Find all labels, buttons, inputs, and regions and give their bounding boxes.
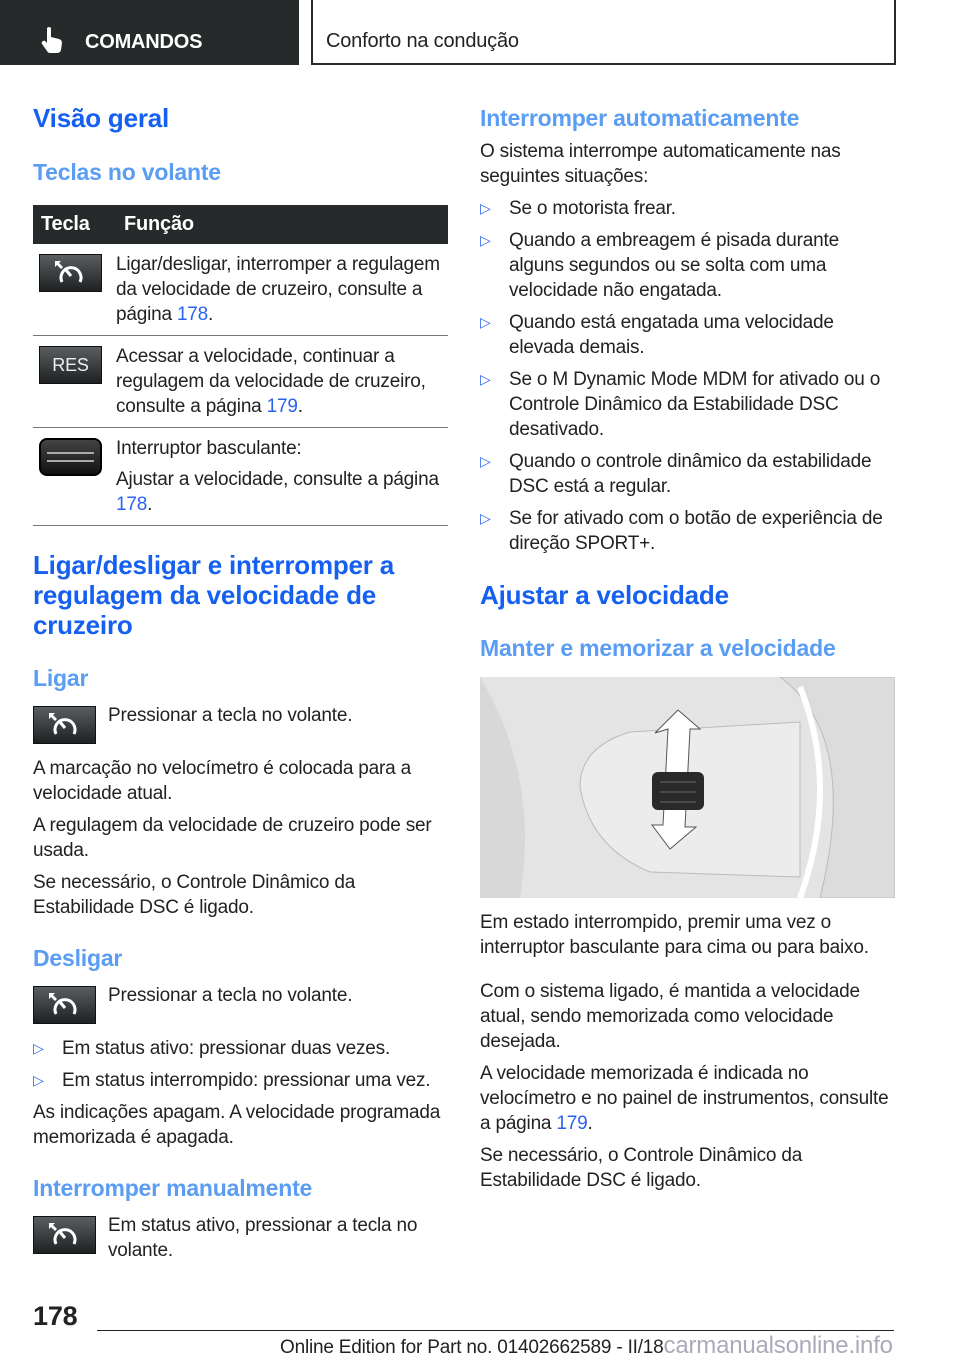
hand-pointer-icon — [40, 26, 64, 54]
desligar-instruction — [33, 983, 448, 1024]
list-item: ▷ Se for ativado com o botão de experiência de direção SPORT+. — [480, 506, 895, 556]
heading-manual: Interromper manualmente — [33, 1175, 313, 1201]
page-link[interactable]: 179 — [556, 1113, 588, 1134]
list-item: ▷ Quando o controle dinâmico da estabilidade DSC está a regular. — [480, 449, 895, 499]
table-row: Ligar/desligar, interromper a regulagem da velocidade de cruzeiro, consulte a página 178. — [33, 244, 448, 336]
page-link[interactable]: 178 — [116, 494, 148, 515]
heading-adjust: Ajustar a velocidade — [480, 580, 729, 610]
row-text: Ligar/desligar, interromper a regulagem da velocidade de cruzeiro, consulte a página — [116, 254, 440, 325]
cruise-control-button-icon — [33, 986, 96, 1024]
keys-table — [33, 205, 448, 526]
paragraph: A marcação no velocímetro é colocada para a velocidade atual. — [33, 758, 411, 804]
cruise-control-button-icon — [33, 1216, 96, 1254]
edition-text: Online Edition for Part no. 01402662589 - II/18 — [280, 1337, 664, 1358]
page-title: Visão geral — [33, 103, 170, 133]
instruction-text: Pressionar a tecla no volante. — [108, 705, 353, 726]
section-title: COMANDOS — [85, 31, 203, 53]
paragraph: A regulagem da velocidade de cruzeiro pode ser usada. — [33, 815, 432, 861]
manual-instruction — [33, 1213, 448, 1263]
subtitle-keys: Teclas no volante — [33, 159, 221, 185]
col-header-function: Função — [116, 205, 448, 244]
page-link[interactable]: 178 — [176, 304, 209, 325]
paragraph: A velocidade memorizada é indicada no velocímetro e no painel de instrumentos, consulte a página 179. — [480, 1063, 889, 1134]
row-text: Interruptor basculante: — [116, 438, 302, 459]
instruction-text: Em status ativo, pressionar a tecla no volante. — [108, 1215, 418, 1261]
paragraph: Em estado interrompido, premir uma vez o interruptor basculante para cima ou para baixo. — [480, 912, 869, 958]
row-text: Ajustar a velocidade, consulte a página — [116, 469, 439, 490]
paragraph: As indicações apagam. A velocidade programada memorizada é apagada. — [33, 1102, 441, 1148]
watermark: carmanualsonline.info — [663, 1332, 893, 1359]
chapter-title: Conforto na condução — [326, 30, 519, 52]
footer-edition — [280, 1333, 893, 1360]
list-item: ▷ Se o M Dynamic Mode MDM for ativado ou o Controle Dinâmico da Estabilidade DSC desativado. — [480, 367, 895, 442]
left-column — [33, 103, 448, 1263]
list-item: ▷ Em status interrompido: pressionar uma vez. — [33, 1068, 448, 1093]
list-item: ▷ Quando está engatada uma velocidade elevada demais. — [480, 310, 895, 360]
table-row: RES Acessar a velocidade, continuar a regulagem da velocidade de cruzeiro, consulte a página 179. — [33, 336, 448, 428]
right-column — [480, 104, 895, 1193]
steering-wheel-rocker-illustration — [480, 677, 895, 898]
heading-ligar: Ligar — [33, 665, 89, 691]
paragraph-text: A velocidade memorizada é indicada no velocímetro e no painel de instrumentos, consulte a página — [480, 1063, 889, 1134]
list-item: ▷ Em status ativo: pressionar duas vezes. — [33, 1036, 448, 1061]
heading-desligar: Desligar — [33, 945, 123, 971]
table-row: Interruptor basculante: Ajustar a velocidade, consulte a página 178. — [33, 428, 448, 526]
paragraph: O sistema interrompe automaticamente nas seguintes situações: — [480, 141, 841, 187]
chapter-tab — [311, 0, 896, 65]
paragraph: Se necessário, o Controle Dinâmico da Estabilidade DSC é ligado. — [480, 1145, 803, 1191]
paragraph: Se necessário, o Controle Dinâmico da Estabilidade DSC é ligado. — [33, 872, 356, 918]
list-item: ▷ Quando a embreagem é pisada durante alguns segundos ou se solta com uma velocidade não engatada. — [480, 228, 895, 303]
page-number: 178 — [33, 1301, 78, 1331]
cruise-control-button-icon — [33, 706, 96, 744]
heading-auto: Interromper automaticamente — [480, 105, 800, 131]
row-text: Acessar a velocidade, continuar a regulagem da velocidade de cruzeiro, consulte a página — [116, 346, 426, 417]
rocker-switch-icon — [39, 438, 102, 476]
list-item: ▷ Se o motorista frear. — [480, 196, 895, 221]
instruction-text: Pressionar a tecla no volante. — [108, 985, 353, 1006]
res-button-icon: RES — [39, 346, 102, 384]
ligar-instruction — [33, 703, 448, 744]
heading-keep: Manter e memorizar a velocidade — [480, 635, 836, 661]
section-tab — [0, 0, 299, 65]
cruise-control-button-icon — [39, 254, 102, 292]
paragraph: Com o sistema ligado, é mantida a velocidade atual, sendo memorizada como velocidade desejada. — [480, 981, 860, 1052]
heading-onoff: Ligar/desligar e interromper a regulagem da velocidade de cruzeiro — [33, 550, 395, 640]
col-header-key: Tecla — [33, 205, 116, 244]
footer-divider — [97, 1330, 894, 1331]
page-link[interactable]: 179 — [266, 396, 298, 417]
